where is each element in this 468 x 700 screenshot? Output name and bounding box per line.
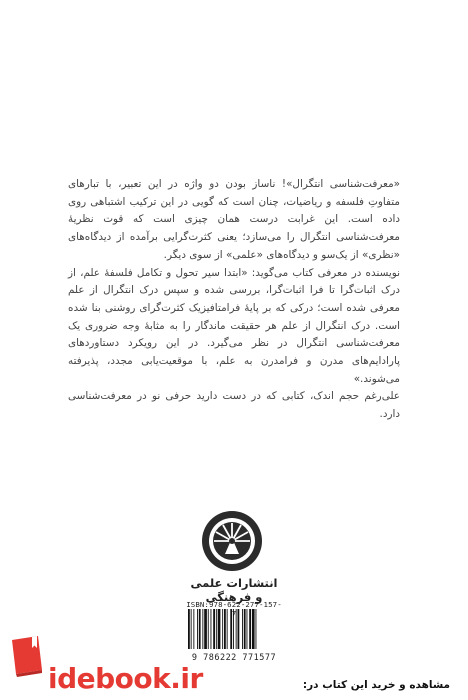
paragraph-intro: «معرفت‌شناسی انتگرال»! ناساز بودن دو واژه در این تعبیر، با تبارهای متفاوتِ فلسفه و ریاضیات، چنان است که گویی در این ترکیب اشتباهی روی داده است. این غرابت درست همان چیزی است که قوت نظریهٔ معرفت‌شناسی انتگرال را می‌سازد؛ یعنی کثرت‌گرایی برآمده از دیدگاه‌های «نظری» از یک‌سو و دیدگاه‌های «علمی» از سوی دیگر.	[68, 178, 400, 261]
barcode	[184, 600, 284, 663]
publisher-name: انتشارات علمی و فرهنگی	[190, 576, 278, 604]
barcode-bars	[184, 609, 284, 649]
paragraph-closing: علی‌رغم حجم اندک، کتابی که در دست دارید حرفی نو در معرفت‌شناسی دارد.	[68, 390, 400, 421]
book-icon	[6, 630, 48, 678]
barcode-digits: 9 786222 771577	[191, 653, 277, 663]
isbn-label: ISBN:978-622-277-157-7	[186, 600, 282, 618]
back-cover-text	[68, 176, 400, 424]
publisher-logo	[201, 510, 263, 572]
paragraph-author-quote: نویسنده در معرفی کتاب می‌گوید: «ابتدا سیر تحول و تکامل فلسفهٔ علم، از درک اثبات‌گرا تا فرا اثبات‌گرا، بررسی شده و سپس درک انتگرال از علم معرفی شده است؛ درکی که بر پایهٔ فرامتافیزیک کثرت‌گرای روشنی بنا شده است. درک انتگرال از علم هر حقیقت ماندگار را به مثابهٔ وجه ضروری یک معرفت‌شناسی انتگرال در نظر می‌گیرد. در این رویکرد دستاوردهای پارادایم‌های مدرن و فرامدرن به علم، با موقعیت‌یابی مجدد، پذیرفته می‌شوند.»	[68, 266, 400, 385]
purchase-cta-text: مشاهده و خرید این کتاب در:	[302, 679, 450, 691]
watermark-logo: idebook.ir	[48, 662, 203, 695]
